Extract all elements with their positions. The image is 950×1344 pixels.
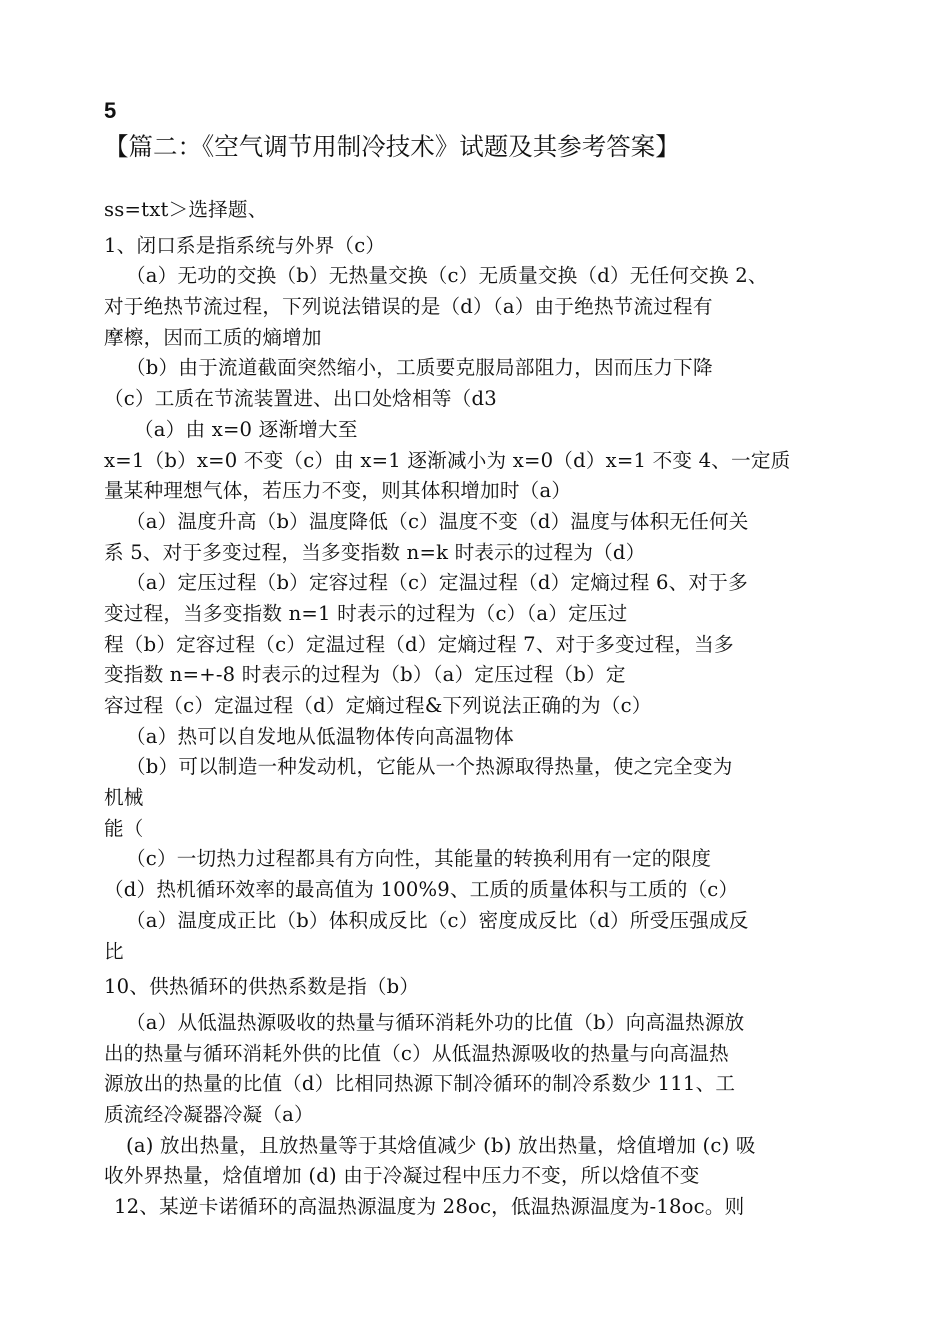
text-line: (a) 放出热量，且放热量等于其焓值减少 (b) 放出热量，焓值增加 (c) 吸 (126, 1133, 756, 1157)
text-line: 比 (104, 939, 124, 963)
text-line: 变指数 n=+-8 时表示的过程为（b）（a）定压过程（b）定 (104, 663, 626, 687)
text-line: 摩檫，因而工质的熵增加 (104, 325, 322, 349)
page-number: 5 (104, 98, 117, 123)
text-line: （a）温度成正比（b）体积成反比（c）密度成反比（d）所受压强成反 (126, 908, 749, 932)
text-line: 机械 (104, 786, 144, 810)
text-line: （a）由 x=0 逐渐增大至 (134, 417, 358, 441)
text-line: （a）热可以自发地从低温物体传向高温物体 (126, 724, 514, 748)
page-title: 【篇二：《空气调节用制冷技术》试题及其参考答案】 (104, 132, 680, 161)
text-line: 对于绝热节流过程，下列说法错误的是（d）（a）由于绝热节流过程有 (104, 295, 713, 319)
text-line: （c）工质在节流装置进、出口处焓相等（d3 (104, 387, 497, 411)
text-line: 12、某逆卡诺循环的高温热源温度为 28oc，低温热源温度为-18oc。则 (114, 1195, 745, 1218)
text-line: （b）可以制造一种发动机，它能从一个热源取得热量，使之完全变为 (126, 755, 733, 779)
text-line: 收外界热量，焓值增加 (d) 由于冷凝过程中压力不变，所以焓值不变 (104, 1164, 700, 1188)
text-line: （a）从低温热源吸收的热量与循环消耗外功的比值（b）向高温热源放 (126, 1010, 745, 1034)
text-line: 量某种理想气体，若压力不变，则其体积增加时（a） (104, 479, 572, 503)
text-line: （b）由于流道截面突然缩小，工质要克服局部阻力，因而压力下降 (126, 356, 713, 380)
text-line: 源放出的热量的比值（d）比相同热源下制冷循环的制冷系数少 111、工 (104, 1072, 736, 1096)
text-line: （d）热机循环效率的最高值为 100%9、工质的质量体积与工质的（c） (104, 878, 739, 902)
text-line: ss=txt＞选择题、 (104, 198, 268, 221)
text-line: 容过程（c）定温过程（d）定熵过程&下列说法正确的为（c） (104, 694, 652, 717)
text-line: （a）温度升高（b）温度降低（c）温度不变（d）温度与体积无任何关 (126, 509, 749, 533)
text-line: 能（ (104, 816, 144, 840)
question-text-body (104, 190, 856, 1223)
text-line: x=1（b）x=0 不变（c）由 x=1 逐渐减小为 x=0（d）x=1 不变 4、一定质 (104, 448, 791, 472)
text-line: （c）一切热力过程都具有方向性，其能量的转换利用有一定的限度 (126, 847, 712, 871)
text-line: （a）定压过程（b）定容过程（c）定温过程（d）定熵过程 6、对于多 (126, 571, 748, 595)
text-line: 系 5、对于多变过程，当多变指数 n=k 时表示的过程为（d） (104, 540, 646, 564)
text-line: 1、闭口系是指系统与外界（c） (104, 233, 386, 257)
text-line: 质流经冷凝器冷凝（a） (104, 1102, 314, 1126)
text-line: 10、供热循环的供热系数是指（b） (104, 975, 420, 999)
text-line: （a）无功的交换（b）无热量交换（c）无质量交换（d）无任何交换 2、 (126, 264, 768, 288)
text-line: 程（b）定容过程（c）定温过程（d）定熵过程 7、对于多变过程，当多 (104, 632, 734, 656)
text-line: 变过程，当多变指数 n=1 时表示的过程为（c）（a）定压过 (104, 601, 628, 625)
text-line: 出的热量与循环消耗外供的比值（c）从低温热源吸收的热量与向高温热 (104, 1041, 729, 1065)
